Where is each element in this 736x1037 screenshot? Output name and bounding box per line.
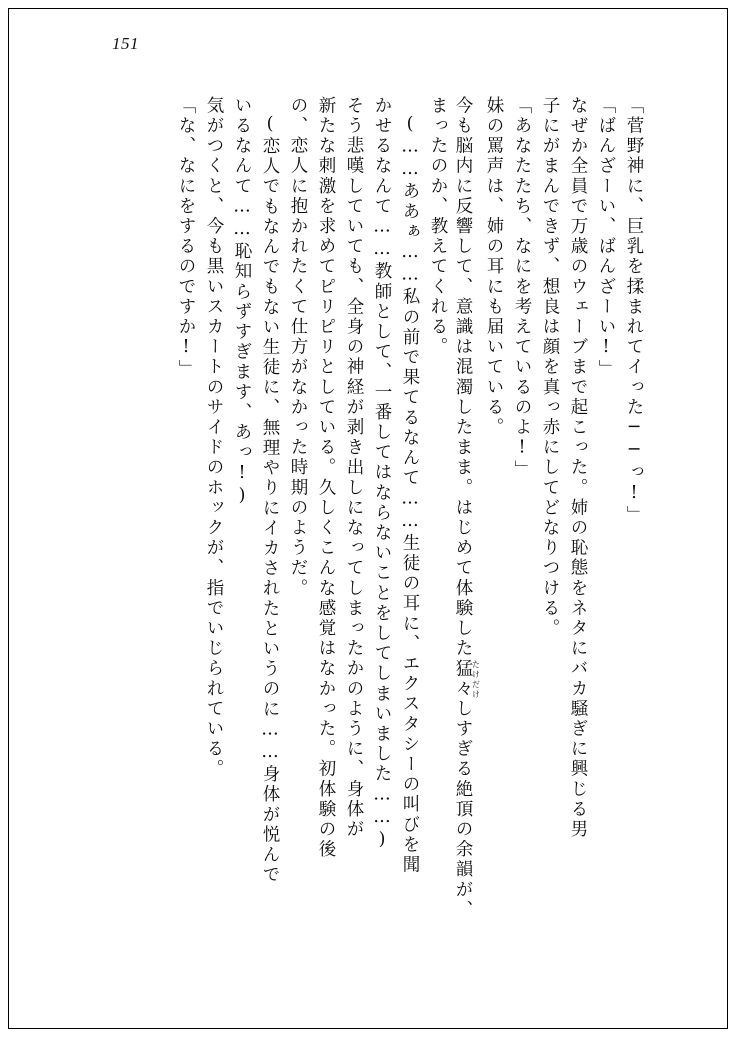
text-line: かせるなんて……教師として、一番してはならないことをしてしまいました……) [372,96,392,853]
text-line: そう悲嘆していても、全身の神経が剥き出しになってしまったかのように、身体が [344,96,364,840]
text-line: 「ばんざーい、ばんざーい!」 [596,96,616,380]
text-line: まったのか、教えてくれる。 [428,96,448,358]
text-line: (……ああぁ……私の前で果てるなんて……生徒の耳に、エクスタシーの叫びを聞 [400,114,420,876]
text-line: 気がつくと、今も黒いスカートのサイドのホックが、指でいじられている。 [204,96,224,780]
text-line-segment: 今も脳内に反響して、意識は混濁したまま。はじめて体験した猛々たけだけしすぎる絶頂の余韻が、 [453,96,481,921]
text-line-with-ruby [452,96,480,966]
text-line: 「な、なにをするのですか!」 [176,96,196,380]
text-line: 「菅野神に、巨乳を揉まれてイった──っ!」 [624,96,644,526]
text-line: なぜか全員で万歳のウェーブまで起こった。姉の恥態をネタにバカ騒ぎに興じる男 [568,96,588,840]
text-line: 「あなたたち、なにを考えているのよ!」 [512,96,532,481]
text-line: 子にがまんできず、想良は顔を真っ赤にしてどなりつける。 [540,96,560,639]
text-line: いるなんて……恥知らずすぎます、あっ!) [232,96,252,508]
vertical-text-block [88,96,648,966]
text-line: 新たな刺激を求めてピリピリとしている。久しくこんな感覚はなかった。初体験の後 [316,96,336,860]
ruby-annotation: 猛々たけだけ [453,658,481,700]
page-number: 151 [112,34,139,53]
text-line: の、恋人に抱かれたくて仕方がなかった時期のようだ。 [288,96,308,599]
text-line: 妹の罵声は、姉の耳にも届いている。 [484,96,504,438]
text-line: (恋人でもなんでもない生徒に、無理やりにイカされたというのに……身体が悦んで [260,114,280,886]
